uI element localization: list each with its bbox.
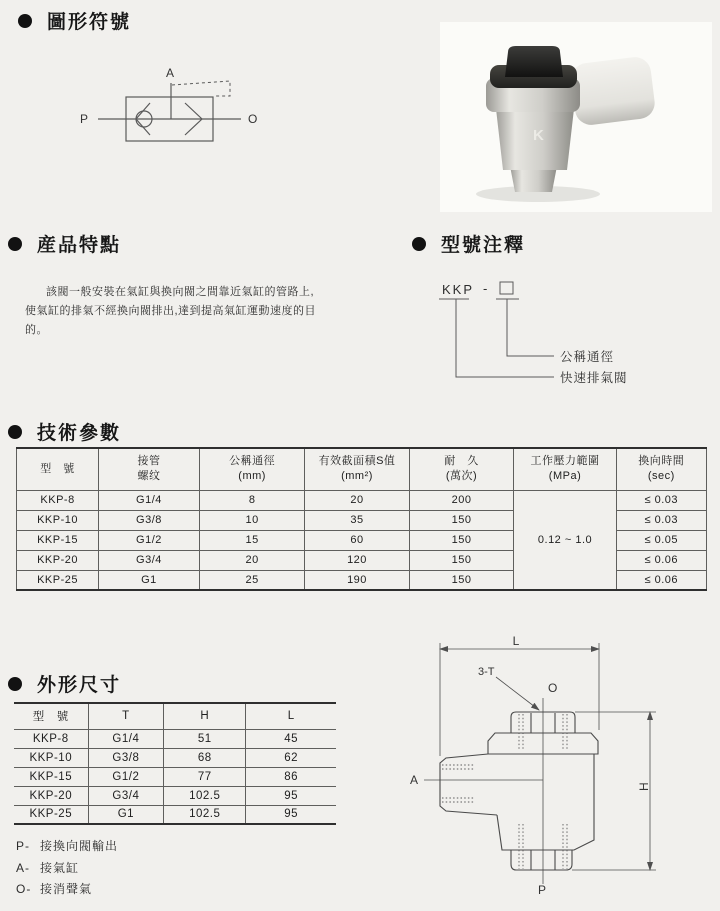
table-cell: 25 [199,570,305,590]
table-cell: 150 [409,570,514,590]
thread-marks [442,714,567,869]
port-p-label: P [538,883,547,897]
valve-hex-cap [505,46,563,77]
section-bullet-icon [8,237,22,251]
table-cell: G3/8 [99,510,200,530]
column-header: H [164,703,246,729]
table-cell: ≤ 0.03 [616,490,706,510]
section-bullet-icon [8,677,22,691]
column-header: 工作壓力範圍 (MPa) [514,448,616,490]
column-header: T [88,703,164,729]
table-cell: KKP-15 [17,530,99,550]
column-header: 型 號 [17,448,99,490]
table-cell: 8 [199,490,305,510]
model-bore-box [500,282,513,294]
outline-drawing [398,618,720,911]
table-cell: KKP-25 [14,805,88,824]
section-bullet-icon [412,237,426,251]
table-cell: G1/4 [88,729,164,748]
table-row [14,805,336,824]
table-cell: G1 [99,570,200,590]
table-row [14,729,336,748]
model-notation-diagram [430,275,670,390]
side-port-outline [440,754,497,815]
column-header: 接管 螺纹 [99,448,200,490]
table-cell: KKP-25 [17,570,99,590]
valve-side-port [570,55,657,126]
section-symbol-header [18,7,131,34]
table-cell: G3/4 [88,786,164,805]
t-leader-line [496,677,539,710]
table-header-row [14,703,336,729]
legend-item: O- 接消聲氣 [16,882,93,896]
dim-t-label: 3-T [478,666,495,678]
table-cell: KKP-10 [17,510,99,530]
column-header: 公稱通徑 (mm) [199,448,305,490]
table-cell: 20 [305,490,409,510]
table-cell: 95 [246,805,336,824]
table-cell: 150 [409,550,514,570]
pneumatic-symbol-diagram [75,58,275,150]
column-header: L [246,703,336,729]
table-cell: 10 [199,510,305,530]
dimensions-table [14,702,336,825]
column-header: 有效截面積S值 (mm²) [305,448,409,490]
model-valve-label: 快速排氣閥 [560,371,628,385]
table-cell: G1/2 [99,530,200,550]
column-header: 換向時間 (sec) [616,448,706,490]
table-cell: 150 [409,510,514,530]
section-tech-header [8,418,121,445]
port-a-label: A [410,773,419,787]
table-cell: G1/2 [88,767,164,786]
tech-parameters-table [16,447,707,591]
port-legend [16,836,118,901]
model-dash: - [483,281,490,296]
symbol-port-p-label: P [80,112,89,126]
table-cell: 190 [305,570,409,590]
model-prefix: KKP [442,282,475,297]
table-cell: G3/4 [99,550,200,570]
symbol-port-o-label: O [248,112,258,126]
valve-body-outline [497,754,594,850]
table-cell: 120 [305,550,409,570]
table-cell: 86 [246,767,336,786]
table-cell: KKP-8 [17,490,99,510]
pressure-range-cell: 0.12 ~ 1.0 [514,490,616,590]
table-cell: KKP-15 [14,767,88,786]
section-features-header [8,230,121,257]
table-cell: 15 [199,530,305,550]
legend-item: A- 接氣缸 [16,860,80,875]
port-o-label: O [548,681,558,695]
table-cell: ≤ 0.05 [616,530,706,550]
table-cell: 102.5 [164,786,246,805]
table-row [14,786,336,805]
section-bullet-icon [18,14,32,28]
table-cell: KKP-20 [14,786,88,805]
table-cell: G1/4 [99,490,200,510]
table-cell: ≤ 0.06 [616,570,706,590]
symbol-pilot-line [172,81,230,96]
table-cell: G3/8 [88,748,164,767]
table-cell: 95 [246,786,336,805]
table-cell: 102.5 [164,805,246,824]
section-title: 外形尺寸 [37,675,122,696]
table-cell: KKP-8 [14,729,88,748]
valve-brand-mark: K [533,127,544,144]
table-cell: 200 [409,490,514,510]
table-cell: G1 [88,805,164,824]
table-row [14,767,336,786]
dim-h-label: H [637,782,651,791]
section-title: 技術參數 [37,423,122,444]
table-row [17,490,707,510]
table-cell: 68 [164,748,246,767]
column-header: 型 號 [14,703,88,729]
table-header-row [17,448,707,490]
product-photo [440,22,712,212]
table-cell: 150 [409,530,514,550]
bottom-nut [511,850,572,870]
table-cell: KKP-10 [14,748,88,767]
table-cell: 35 [305,510,409,530]
section-title: 型號注釋 [441,235,526,256]
model-bore-label: 公稱通徑 [560,350,615,364]
section-title: 圖形符號 [47,12,132,33]
features-paragraph: 該閥一般安裝在氣缸與換向閥之間靠近氣缸的管路上,使氣缸的排氣不經換向閥排出,達到提高氣缸運動速度的目的。 [25,286,317,336]
symbol-port-a-label: A [166,66,175,80]
section-title: 産品特點 [37,235,122,256]
table-cell: 62 [246,748,336,767]
table-cell: 77 [164,767,246,786]
section-dims-header [8,670,121,697]
table-cell: 60 [305,530,409,550]
table-cell: 20 [199,550,305,570]
dim-l-label: L [512,634,520,648]
table-cell: 51 [164,729,246,748]
table-cell: ≤ 0.06 [616,550,706,570]
column-header: 耐 久 (萬次) [409,448,514,490]
table-row [14,748,336,767]
table-cell: ≤ 0.03 [616,510,706,530]
section-model-note-header [412,230,525,257]
legend-item: P- 接換向閥輸出 [16,839,119,853]
table-cell: KKP-20 [17,550,99,570]
table-cell: 45 [246,729,336,748]
section-bullet-icon [8,425,22,439]
